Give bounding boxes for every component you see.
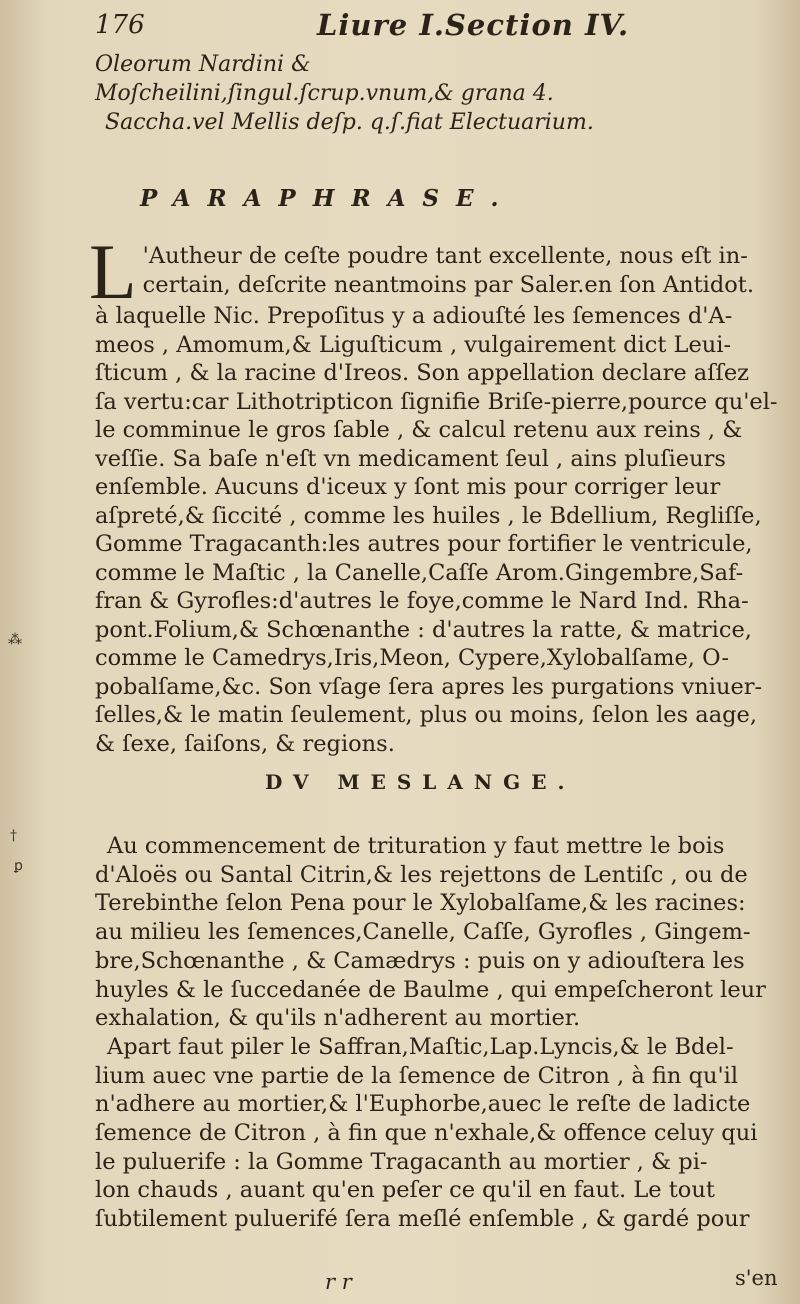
text-line: pont.Folium,& Schœnanthe : d'autres la ratte, & matrice, <box>95 616 752 643</box>
drop-cap: L <box>89 228 137 315</box>
margin-ink-mark: ꝑ <box>14 858 23 874</box>
text-line: & ſexe, ſaiſons, & regions. <box>95 730 395 757</box>
recipe-line: Saccha.vel Mellis deſp. q.ſ.fiat Electuarium. <box>105 110 594 135</box>
text-line: au milieu les ſemences,Canelle, Caſſe, Gyrofles , Gingem- <box>95 919 751 946</box>
text-line: ſemence de Citron , à fin que n'exhale,& offence celuy qui <box>95 1120 758 1147</box>
margin-ink-mark: † <box>10 828 17 844</box>
text-line: 'Autheur de ceſte poudre tant excellente, nous eſt in- <box>142 243 748 269</box>
text-line: ſticum , & la racine d'Ireos. Son appellation declare aſſez <box>95 360 750 386</box>
meslange-heading: DV MESLANGE. <box>265 770 576 794</box>
text-line: fran & Gyrofles:d'autres le foye,comme le Nard Ind. Rha- <box>95 588 749 614</box>
text-line: huyles & le ſuccedanée de Baulme , qui empeſcheront leur <box>95 976 766 1003</box>
text-line: pobalſame,&c. Son vſage ſera apres les purgations vniuer- <box>95 673 763 700</box>
text-line: certain, deſcrite neantmoins par Saler.en ſon Antidot. <box>142 271 755 298</box>
text-line: bre,Schœnanthe , & Camædrys : puis on y adiouſtera les <box>95 947 745 974</box>
text-line: veſſie. Sa baſe n'eſt vn medicament ſeul , ains pluſieurs <box>95 445 726 472</box>
recipe-line: Oleorum Nardini & <box>95 52 311 77</box>
text-line: aſpreté,& ſiccité , comme les huiles , le Bdellium, Regliſſe, <box>95 502 762 529</box>
paraphrase-heading: PARAPHRASE. <box>140 185 516 212</box>
running-title: Liure I.Section IV. <box>317 8 630 42</box>
text-line: comme le Camedrys,Iris,Meon, Cypere,Xylobalſame, O- <box>95 645 729 671</box>
text-line: le puluerife : la Gomme Tragacanth au mortier , & pi- <box>95 1148 708 1175</box>
text-line: lium auec vne partie de la ſemence de Citron , à fin qu'il <box>95 1062 739 1089</box>
text-line: lon chauds , auant qu'en peſer ce qu'il en faut. Le tout <box>95 1177 715 1204</box>
text-line: exhalation, & qu'ils n'adherent au mortier. <box>95 1005 581 1032</box>
text-line: Au commencement de trituration y faut mettre le bois <box>107 833 725 859</box>
text-line: comme le Maſtic , la Canelle,Caſſe Arom.Gingembre,Saf- <box>95 559 744 586</box>
text-line: enſemble. Aucuns d'iceux y ſont mis pour corriger leur <box>95 474 721 500</box>
text-line: ſelles,& le matin ſeulement, plus ou moins, ſelon les aage, <box>95 702 757 728</box>
text-line: le comminue le gros ſable , & calcul retenu aux reins , & <box>95 417 743 443</box>
catchword: s'en <box>735 1266 778 1290</box>
text-line: à laquelle Nic. Prepoſitus y a adiouſté les ſemences d'A- <box>95 303 733 329</box>
text-line: Gomme Tragacanth:les autres pour fortifier le ventricule, <box>95 531 753 557</box>
meslange-text <box>95 832 795 1234</box>
text-line: ſa vertu:car Lithotripticon ſignifie Briſe-pierre,pource qu'el- <box>95 388 778 415</box>
paraphrase-text <box>89 228 795 758</box>
text-line: Apart faut piler le Saffran,Maſtic,Lap.Lyncis,& le Bdel- <box>107 1033 734 1060</box>
recipe-block <box>95 50 785 137</box>
text-line: n'adhere au mortier,& l'Euphorbe,auec le reſte de ladicte <box>95 1091 751 1118</box>
text-line: meos , Amomum,& Liguſticum , vulgairement dict Leui- <box>95 331 732 358</box>
page-number: 176 <box>95 10 145 40</box>
recipe-line: Moſcheilini,ſingul.ſcrup.vnum,& grana 4. <box>95 81 554 106</box>
page-header <box>95 6 785 46</box>
signature-mark: r r <box>325 1270 352 1294</box>
text-line: d'Aloës ou Santal Citrin,& les rejettons de Lentiſc , ou de <box>95 861 748 888</box>
margin-ink-mark: ⁂ <box>8 632 22 648</box>
text-line: ſubtilement puluerifé ſera meſlé enſemble , & gardé pour <box>95 1206 750 1233</box>
text-line: Terebinthe ſelon Pena pour le Xylobalſame,& les racines: <box>95 890 746 917</box>
